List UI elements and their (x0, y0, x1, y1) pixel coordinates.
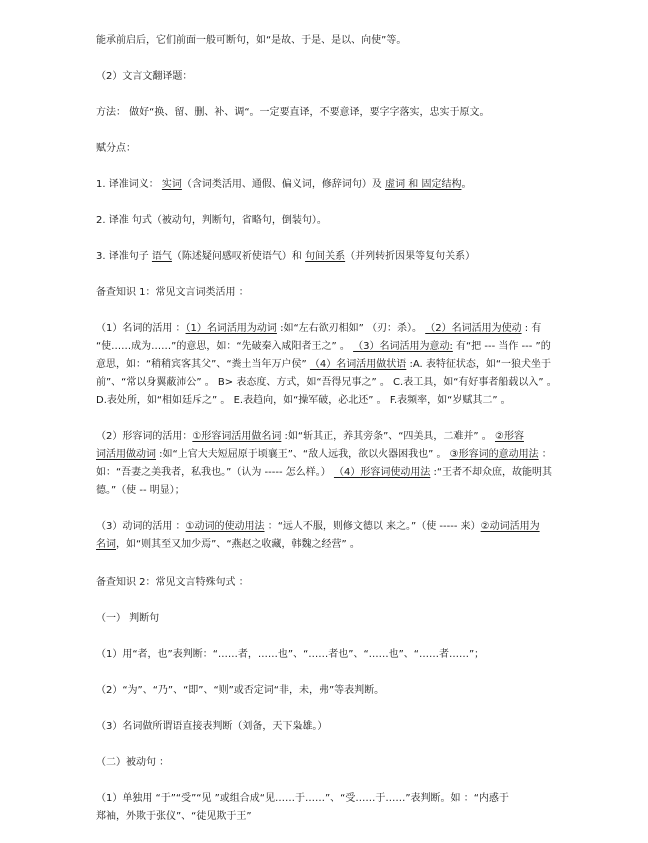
underlined-term: （2）名词活用为使动 (425, 323, 522, 334)
text-line (96, 34, 406, 48)
text-run: ：“远人不服，则修文德以 来之。”（使 ----- 来） (264, 521, 481, 532)
text-run: ，如“则其至又加少焉”、“燕赵之收藏，韩魏之经营” 。 (116, 539, 360, 550)
underlined-term: ①动词的使动用法 (185, 521, 265, 532)
underlined-term: 名词 (96, 539, 116, 550)
text-line (96, 394, 511, 408)
text-line (96, 106, 490, 120)
text-line (96, 520, 540, 534)
text-line (96, 178, 471, 192)
text-run: :如“左右欲刃相如” （刃：杀）。 (276, 323, 423, 334)
text-run: （并列转折因果等复句关系） (345, 251, 476, 262)
text-line (96, 340, 551, 354)
underlined-term: ③形容词的意动用法 (449, 449, 539, 460)
text-run: 。 (461, 179, 472, 190)
underlined-term: 实词 (161, 179, 182, 190)
underlined-term: （4）名词活用做状语 (309, 359, 407, 370)
text-line (96, 214, 327, 228)
text-run: （2）文言文翻译题： (96, 71, 193, 82)
text-run: （1）用“者，也”表判断：“……者，……也”、“……者也”、“……也”、“……者……”； (96, 649, 485, 660)
text-run: 备查知识 2：常见文言特殊句式 ： (96, 577, 249, 588)
text-run: （2）形容词的活用： (96, 431, 193, 442)
text-run: （1）名词的活用 ： (96, 323, 186, 334)
underlined-term: ②形容 (494, 431, 524, 442)
text-run: :如“斩其正，养其旁条”、“四美具，二难并” 。 (281, 431, 492, 442)
underlined-term: ①形容词活用做名词 (192, 431, 282, 442)
text-run: :A. 表特征状态，如“一狼犬坐于 (406, 359, 552, 370)
text-line (96, 648, 484, 662)
text-run: “使……成为……”的意思，如：“先破秦入咸阳者王之” 。 (96, 341, 350, 352)
text-line (96, 484, 185, 498)
underlined-term: （4）形容词使动用法 (333, 467, 431, 478)
section-heading (96, 286, 249, 300)
underlined-term: 虚词 和 固定结构 (385, 179, 462, 190)
text-run: （2）“为”、“乃”、“即”、“则”或否定词“非，未，弗”等表判断。 (96, 685, 385, 696)
underlined-term: 语气 (151, 251, 172, 262)
text-run: 备查知识 1：常见文言词类活用 ： (96, 287, 249, 298)
text-line (96, 376, 557, 390)
text-line (96, 430, 524, 444)
text-line (96, 684, 384, 698)
text-run: 能承前启后，它们前面一般可断句，如“是故、于是、是以、向使”等。 (96, 35, 407, 46)
text-run: D.表处所，如“相如廷斥之” 。 E.表趋向，如“操军破，必北还” 。 F.表频率，如“岁赋其二” 。 (96, 395, 511, 406)
text-run: （二）被动句 ： (96, 757, 170, 768)
text-run: 1. 译准词义： (96, 179, 159, 190)
text-run: 前”、“常以身翼蔽沛公” 。 B> 表态度、方式，如“吾得兄事之” 。 C.表工具，如“有好事者船载以入” 。 (96, 377, 557, 388)
section-heading (96, 142, 136, 156)
text-line (96, 250, 475, 264)
text-run: （3）名词做所谓语直接表判断（刘备，天下枭雄。） (96, 721, 328, 732)
underlined-term: 句间关系 (305, 251, 346, 262)
text-run: （一） 判断句 (96, 613, 160, 624)
text-run: ： (538, 449, 552, 460)
text-run: :“王者不却众庶，故能明其 (430, 467, 553, 478)
section-heading (96, 576, 249, 590)
text-line (96, 792, 509, 806)
section-heading (96, 756, 169, 770)
text-run: 如：“吾妻之美我者，私我也。”（认为 ----- 怎么样。） (96, 467, 331, 478)
text-line (96, 810, 252, 824)
text-run: 郑袖，外欺于张仪”、“徒见欺于王” (96, 811, 252, 822)
text-run: （1）单独用 “于”“受”“见 ”或组合成“见……于……”、“受……于……”表判断。如 ：“内惑于 (96, 793, 509, 804)
underlined-term: （1）名词活用为动词 (185, 323, 277, 334)
underlined-term: 词活用做动词 (96, 449, 156, 460)
text-line (96, 538, 360, 552)
text-run: （3）动词的活用 ： (96, 521, 186, 532)
text-run: 有“把 --- 当作 --- ”的 (452, 341, 551, 352)
underlined-term: （3）名词活用为意动: (353, 341, 453, 352)
text-run: （陈述疑问感叹祈使语气）和 (171, 251, 302, 262)
section-heading (96, 70, 192, 84)
text-run: 3. 译准句子 (96, 251, 149, 262)
text-run: :如“上官大夫短屈原于顷襄王”、“敌人远我，欲以火器困我也” 。 (156, 449, 447, 460)
section-heading (96, 612, 159, 626)
text-run: 意思，如：“稍稍宾客其父”、“粪土当年万户侯” (96, 359, 307, 370)
text-run: 2. 译准 句式（被动句，判断句，省略句，倒装句）。 (96, 215, 327, 226)
text-run: 赋分点： (96, 143, 136, 154)
text-line (96, 448, 552, 462)
text-line (96, 720, 327, 734)
text-line (96, 322, 541, 336)
underlined-term: ②动词活用为 (480, 521, 540, 532)
text-line (96, 466, 552, 480)
text-run: （含词类活用、通假、偏义词，修辞词句）及 (181, 179, 382, 190)
text-run: 德。”（使 -- 明显）； (96, 485, 185, 496)
text-run: 方法： 做好“换、留、删、补、调“。一定要直译，不要意译，要字字落实，忠实于原文。 (96, 107, 490, 118)
text-line (96, 358, 551, 372)
text-run: : 有 (521, 323, 542, 334)
